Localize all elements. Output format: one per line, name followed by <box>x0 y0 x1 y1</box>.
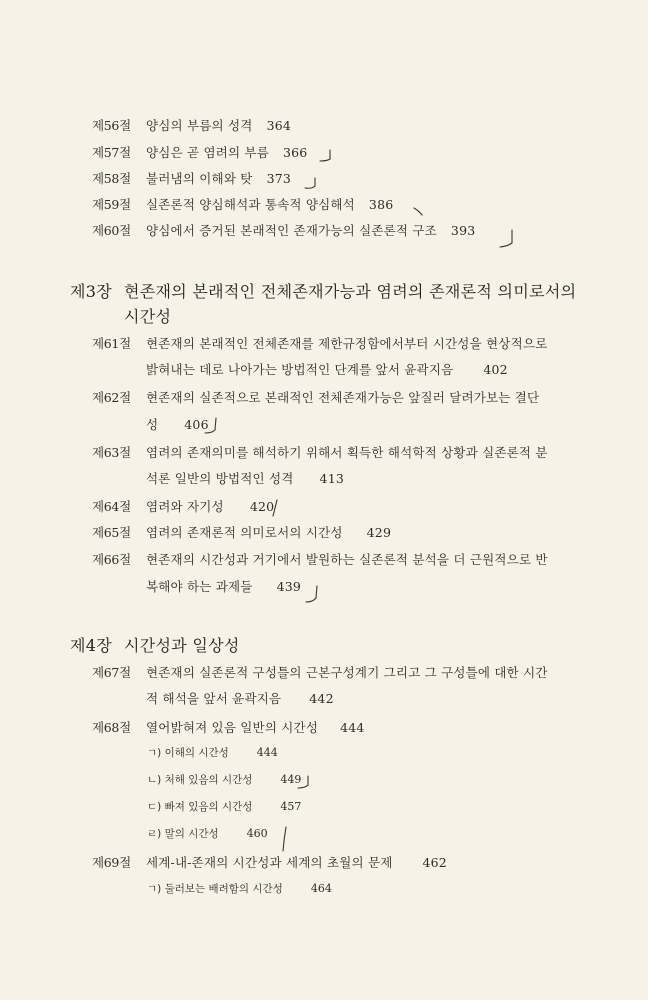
subsection-68d-page: 460 <box>246 827 268 840</box>
subsection-69a <box>147 881 332 896</box>
section-58-entry <box>146 169 291 187</box>
chapter-3-title-line2: 시간성 <box>124 307 172 326</box>
subsection-68c-page: 457 <box>280 800 302 813</box>
pencil-check-mark <box>303 173 319 191</box>
section-56-page: 364 <box>266 118 292 133</box>
section-59-number: 제59절 <box>92 197 131 212</box>
pencil-check-mark <box>270 498 284 518</box>
section-65-entry <box>146 523 391 541</box>
section-69-number: 제69절 <box>92 855 131 870</box>
section-63-entry-line2 <box>146 469 344 487</box>
pencil-check-mark <box>204 416 220 436</box>
section-66-number: 제66절 <box>92 552 131 567</box>
section-56-title: 양심의 부름의 성격 <box>146 118 253 133</box>
section-67-number: 제67절 <box>92 665 131 680</box>
subsection-68b-title: ㄴ) 처해 있음의 시간성 <box>147 774 253 786</box>
subsection-68d-title: ㄹ) 말의 시간성 <box>147 828 219 840</box>
section-62-title-line2: 성 <box>146 417 159 432</box>
section-63-title-line1: 염려의 존재의미를 해석하기 위해서 획득한 해석학적 상황과 실존론적 분 <box>146 445 548 460</box>
section-68-title: 열어밝혀져 있음 일반의 시간성 <box>146 720 319 735</box>
section-67-title-line1: 현존재의 실존론적 구성틀의 근본구성계기 그리고 그 구성틀에 대한 시간 <box>146 665 548 680</box>
subsection-69a-title: ㄱ) 둘러보는 배려함의 시간성 <box>147 883 283 895</box>
subsection-68b-page: 449 <box>280 773 302 786</box>
section-67-page: 442 <box>309 691 334 706</box>
section-66-page: 439 <box>276 579 302 594</box>
section-60-entry <box>146 221 475 239</box>
section-66-title-line2: 복해야 하는 과제들 <box>146 579 253 594</box>
pencil-check-mark <box>318 146 334 164</box>
section-67-title-line2: 적 해석을 앞서 윤곽지음 <box>146 691 282 706</box>
subsection-68b <box>147 772 301 787</box>
section-69-title: 세계-내-존재의 시간성과 세계의 초월의 문제 <box>146 855 393 870</box>
section-68-entry <box>146 718 365 736</box>
section-59-title: 실존론적 양심해석과 통속적 양심해석 <box>146 197 355 212</box>
section-66-title-line1: 현존재의 시간성과 거기에서 발원하는 실존론적 분석을 더 근원적으로 반 <box>146 552 548 567</box>
section-61-title-line1: 현존재의 본래적인 전체존재를 제한규정함에서부터 시간성을 현상적으로 <box>146 336 548 351</box>
section-56-number: 제56절 <box>92 118 131 133</box>
chapter-4-title: 시간성과 일상성 <box>124 636 240 655</box>
section-57-entry <box>146 143 307 161</box>
section-69-entry <box>146 853 447 871</box>
pencil-check-mark <box>498 224 516 250</box>
section-67-entry-line2 <box>146 689 334 707</box>
section-60-page: 393 <box>450 223 476 238</box>
section-58-number: 제58절 <box>92 171 131 186</box>
section-64-number: 제64절 <box>92 499 131 514</box>
subsection-69a-page: 464 <box>310 882 332 895</box>
section-59-entry <box>146 195 393 213</box>
subsection-68c <box>147 799 301 814</box>
section-68-page: 444 <box>340 720 365 735</box>
section-62-title-line1: 현존재의 실존적으로 본래적인 전체존재가능은 앞질러 달려가보는 결단 <box>146 390 540 405</box>
pencil-check-mark <box>278 825 292 853</box>
subsection-68a-title: ㄱ) 이해의 시간성 <box>147 747 229 759</box>
section-69-page: 462 <box>422 855 447 870</box>
section-57-page: 366 <box>283 145 308 160</box>
pencil-check-mark <box>411 199 427 217</box>
section-63-number: 제63절 <box>92 445 131 460</box>
chapter-4-number: 제4장 <box>70 636 112 655</box>
pencil-check-mark <box>305 584 321 606</box>
section-61-page: 402 <box>483 362 508 377</box>
section-65-page: 429 <box>366 525 392 540</box>
subsection-68c-title: ㄷ) 빠져 있음의 시간성 <box>147 801 253 813</box>
section-57-number: 제57절 <box>92 145 131 160</box>
section-60-number: 제60절 <box>92 223 131 238</box>
section-61-entry-line2 <box>146 360 508 378</box>
section-62-entry-line2 <box>146 415 209 433</box>
section-64-page: 420 <box>249 499 275 514</box>
chapter-3-title-line1: 현존재의 본래적인 전체존재가능과 염려의 존재론적 의미로서의 <box>124 282 577 301</box>
pencil-check-mark <box>296 772 312 792</box>
subsection-68a-page: 444 <box>256 746 278 759</box>
section-66-entry-line2 <box>146 577 301 595</box>
section-64-title: 염려와 자기성 <box>146 499 224 514</box>
section-61-title-line2: 밝혀내는 데로 나아가는 방법적인 단계를 앞서 윤곽지음 <box>146 362 454 377</box>
section-68-number: 제68절 <box>92 720 131 735</box>
section-56-entry <box>146 116 291 134</box>
subsection-68d <box>147 826 268 841</box>
subsection-68a <box>147 745 278 760</box>
section-58-page: 373 <box>266 171 292 186</box>
section-65-title: 염려의 존재론적 의미로서의 시간성 <box>146 525 343 540</box>
section-64-entry <box>146 497 274 515</box>
section-62-number: 제62절 <box>92 390 131 405</box>
section-57-title: 양심은 곧 염려의 부름 <box>146 145 269 160</box>
section-63-page: 413 <box>319 471 345 486</box>
section-61-number: 제61절 <box>92 336 131 351</box>
section-59-page: 386 <box>368 197 394 212</box>
section-63-title-line2: 석론 일반의 방법적인 성격 <box>146 471 294 486</box>
section-62-page: 406 <box>184 417 209 432</box>
section-65-number: 제65절 <box>92 525 131 540</box>
chapter-3-number: 제3장 <box>70 282 112 301</box>
section-58-title: 불러냄의 이해와 탓 <box>146 171 253 186</box>
section-60-title: 양심에서 증거된 본래적인 존재가능의 실존론적 구조 <box>146 223 437 238</box>
